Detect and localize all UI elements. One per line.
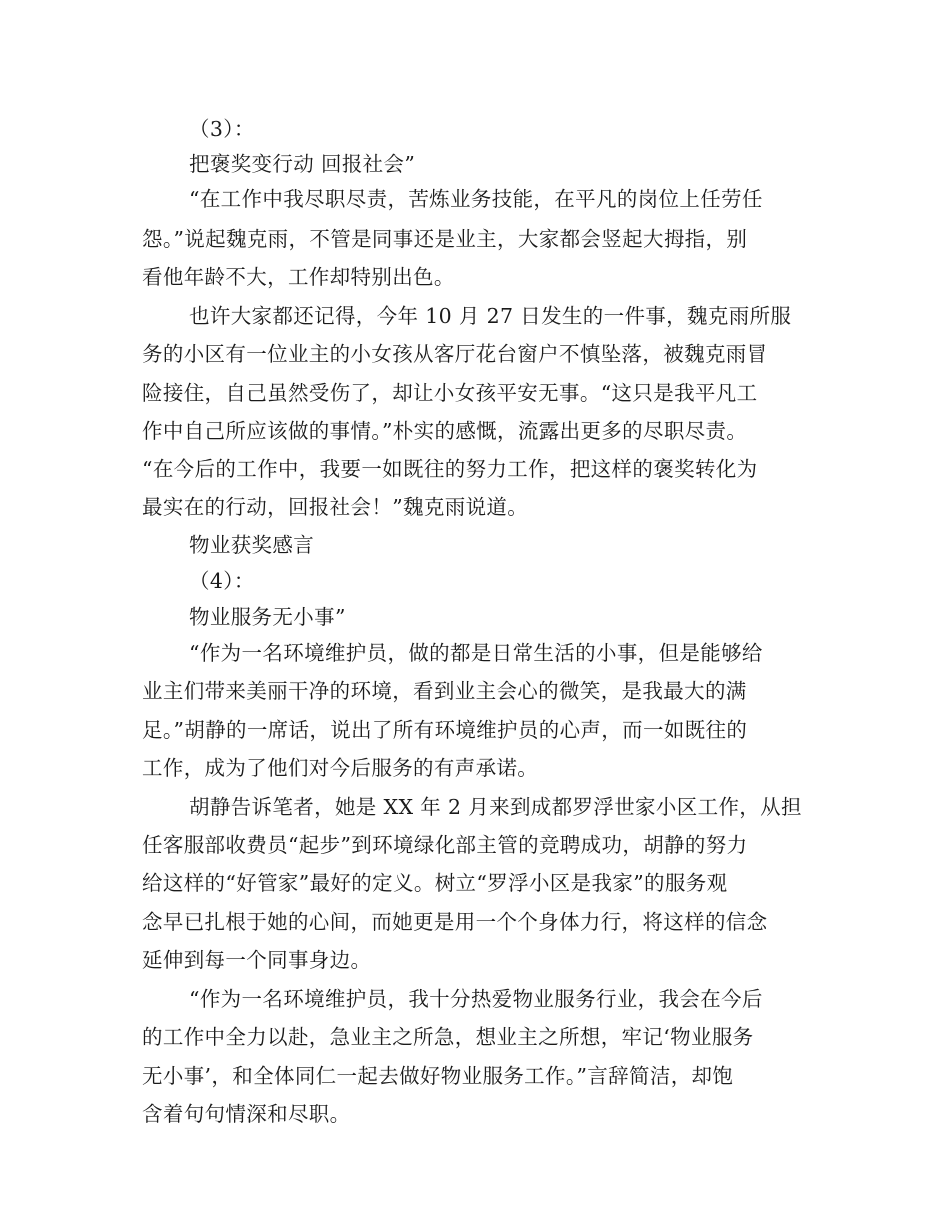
section-heading: 物业服务无小事” (189, 605, 346, 629)
paragraph-line: “在今后的工作中，我要一如既往的努力工作，把这样的褒奖转化为 (142, 457, 758, 481)
paragraph-line: 胡静告诉笔者，她是 XX 年 2 月来到成都罗浮世家小区工作，从担 (189, 795, 802, 819)
section-number-4: （4）： (189, 569, 255, 593)
paragraph-line: “在工作中我尽职尽责，苦炼业务技能，在平凡的岗位上任劳任 (189, 187, 763, 211)
paragraph-line: 险接住，自己虽然受伤了，却让小女孩平安无事。“这只是我平凡工 (142, 381, 758, 405)
paragraph-line: 看他年龄不大，工作却特别出色。 (142, 265, 455, 289)
paragraph-line: 最实在的行动，回报社会！”魏克雨说道。 (142, 495, 529, 519)
paragraph-line: 作中自己所应该做的事情。”朴实的感慨，流露出更多的尽职尽责。 (142, 419, 748, 443)
paragraph-line: 的工作中全力以赴，急业主之所急，想业主之所想，牢记‘物业服务 (142, 1025, 754, 1049)
paragraph-line: “作为一名环境维护员，做的都是日常生活的小事，但是能够给 (189, 641, 763, 665)
paragraph-line: 无小事’，和全体同仁一起去做好物业服务工作。”言辞简洁，却饱 (142, 1064, 734, 1088)
paragraph-line: 也许大家都还记得，今年 10 月 27 日发生的一件事，魏克雨所服 (189, 304, 792, 328)
paragraph-line: 工作，成为了他们对今后服务的有声承诺。 (142, 756, 539, 780)
paragraph-line: 足。”胡静的一席话，说出了所有环境维护员的心声，而一如既往的 (142, 718, 748, 742)
paragraph-line: 含着句句情深和尽职。 (142, 1102, 351, 1126)
paragraph-line: 任客服部收费员“起步”到环境绿化部主管的竞聘成功，胡静的努力 (142, 833, 748, 857)
section-title: 物业获奖感言 (189, 533, 315, 557)
paragraph-line: “作为一名环境维护员，我十分热爱物业服务行业，我会在今后 (189, 987, 763, 1011)
section-number-3: （3）： (189, 117, 255, 141)
paragraph-line: 怨。”说起魏克雨，不管是同事还是业主，大家都会竖起大拇指，别 (142, 227, 748, 251)
paragraph-line: 业主们带来美丽干净的环境，看到业主会心的微笑，是我最大的满 (142, 679, 747, 703)
section-heading: 把褒奖变行动 回报社会” (189, 152, 416, 176)
paragraph-line: 念早已扎根于她的心间，而她更是用一个个身体力行，将这样的信念 (142, 910, 768, 934)
paragraph-line: 延伸到每一个同事身边。 (142, 948, 372, 972)
paragraph-line: 给这样的“好管家”最好的定义。树立“罗浮小区是我家”的服务观 (142, 871, 728, 895)
paragraph-line: 务的小区有一位业主的小女孩从客厅花台窗户不慎坠落，被魏克雨冒 (142, 342, 768, 366)
